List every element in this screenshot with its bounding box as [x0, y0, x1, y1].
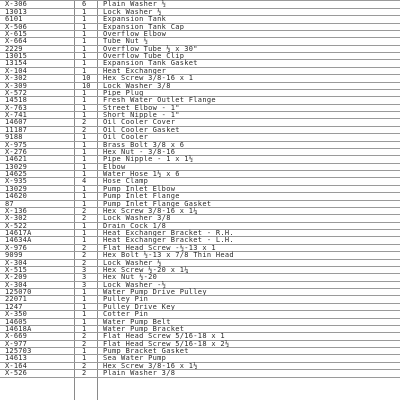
quantity: 1 — [82, 66, 87, 75]
description: Water Pump Belt — [103, 317, 171, 326]
parts-list-row — [0, 68, 400, 75]
parts-list-row — [0, 304, 400, 311]
part-number: X-302 — [5, 214, 28, 223]
parts-list-row — [0, 16, 400, 23]
part-number: 14613 — [5, 354, 28, 363]
quantity: 2 — [82, 125, 87, 134]
description: Cotter Pin — [103, 310, 149, 319]
parts-list-row — [0, 112, 400, 119]
quantity: 1 — [82, 147, 87, 156]
part-number: X-522 — [5, 221, 28, 230]
quantity: 1 — [82, 354, 87, 363]
part-number: X-615 — [5, 29, 28, 38]
description: Heat Exchanger — [103, 66, 167, 75]
quantity: 1 — [82, 302, 87, 311]
description: Heat Exchanger Bracket - L.H. — [103, 236, 234, 245]
description: Pulley Pin — [103, 295, 149, 304]
parts-list-row — [0, 142, 400, 149]
quantity: 2 — [82, 258, 87, 267]
part-number: X-209 — [5, 273, 28, 282]
quantity: 1 — [82, 88, 87, 97]
description: Tube Nut ½ — [103, 37, 149, 46]
parts-list-row — [0, 289, 400, 296]
part-number: 11187 — [5, 125, 28, 134]
parts-list-row — [0, 311, 400, 318]
parts-list-row — [0, 1, 400, 8]
description: Hex Nut - 3/8-16 — [103, 147, 176, 156]
part-number: 13029 — [5, 162, 28, 171]
quantity: 3 — [82, 273, 87, 282]
quantity: 1 — [82, 317, 87, 326]
parts-list-row — [0, 215, 400, 222]
quantity: 4 — [82, 177, 87, 186]
parts-list-row — [0, 355, 400, 362]
parts-list-row — [0, 186, 400, 193]
part-number: X-976 — [5, 243, 28, 252]
parts-list-row — [0, 75, 400, 82]
quantity: 2 — [82, 332, 87, 341]
parts-list-row — [0, 201, 400, 208]
part-number: X-669 — [5, 332, 28, 341]
row-rule — [0, 377, 400, 378]
quantity: 1 — [82, 229, 87, 237]
description: Overflow Elbow — [103, 29, 167, 38]
parts-list-row — [0, 119, 400, 126]
part-number: X-164 — [5, 361, 28, 370]
parts-list-row — [0, 149, 400, 156]
description: Pulley Drive Key — [103, 302, 176, 311]
parts-list-row — [0, 274, 400, 281]
part-number: X-763 — [5, 103, 28, 112]
part-number: 14620 — [5, 192, 28, 201]
description: Expansion Tank Gasket — [103, 59, 198, 68]
description: Fresh Water Outlet Flange — [103, 96, 216, 105]
quantity: 1 — [82, 184, 87, 193]
parts-list-row — [0, 252, 400, 259]
quantity: 10 — [82, 74, 91, 83]
quantity: 1 — [82, 199, 87, 208]
quantity: 1 — [82, 133, 87, 142]
part-number: 6101 — [5, 15, 23, 24]
part-number: X-526 — [5, 369, 28, 378]
part-number: 14605 — [5, 317, 28, 326]
description: Pump Inlet Flange Gasket — [103, 199, 212, 208]
part-number: 13029 — [5, 184, 28, 193]
quantity: 2 — [82, 361, 87, 370]
part-number: 14518 — [5, 96, 28, 105]
parts-list-row — [0, 267, 400, 274]
part-number: X-309 — [5, 81, 28, 90]
quantity: 1 — [82, 96, 87, 105]
part-number: 125703 — [5, 347, 32, 355]
description: Pump Inlet Flange — [103, 192, 180, 201]
description: Pump Bracket Gasket — [103, 347, 189, 355]
quantity: 1 — [82, 52, 87, 60]
quantity: 1 — [82, 192, 87, 201]
description: Water Pump Drive Pulley — [103, 288, 207, 296]
quantity: 1 — [82, 170, 87, 178]
quantity: 1 — [82, 29, 87, 38]
description: Hex Screw 3/8-16 x 1½ — [103, 361, 198, 370]
part-number: 13154 — [5, 59, 28, 68]
description: Lock Washer 3/8 — [103, 81, 171, 90]
description: Expansion Tank Cap — [103, 22, 185, 31]
part-number: X-304 — [5, 258, 28, 267]
quantity: 1 — [82, 310, 87, 319]
quantity: 1 — [82, 295, 87, 304]
quantity: 1 — [82, 221, 87, 230]
parts-list-row — [0, 341, 400, 348]
part-number: X-276 — [5, 147, 28, 156]
quantity: 1 — [82, 111, 87, 119]
parts-list-row — [0, 178, 400, 185]
description: Pipe Plug — [103, 88, 144, 97]
quantity: 6 — [82, 0, 87, 9]
quantity: 2 — [82, 251, 87, 260]
description: Pump Inlet Elbow — [103, 184, 176, 193]
description: Water Pump Bracket — [103, 324, 185, 333]
part-number: X-306 — [5, 0, 28, 9]
part-number: 22071 — [5, 295, 28, 304]
quantity: 1 — [82, 324, 87, 333]
description: Lock Washer 3/8 — [103, 214, 171, 223]
description: Hose Clamp — [103, 177, 149, 186]
description: Expansion Tank — [103, 15, 167, 24]
description: Flat Head Screw 5/16-18 x 1 — [103, 332, 225, 341]
description: Sea Water Pump — [103, 354, 167, 363]
description: Street Elbow - 1" — [103, 103, 180, 112]
part-number: 14617A — [5, 229, 32, 237]
description: Water Hose 1½ x 6 — [103, 170, 180, 178]
part-number: X-350 — [5, 310, 28, 319]
part-number: 14621 — [5, 155, 28, 164]
description: Brass Bolt 3/8 x 6 — [103, 140, 185, 149]
quantity: 1 — [82, 347, 87, 355]
quantity: 2 — [82, 369, 87, 378]
part-number: X-977 — [5, 339, 28, 348]
description: Elbow — [103, 162, 126, 171]
description: Hex Screw 3/8-16 x 1 — [103, 74, 194, 83]
parts-list-row — [0, 9, 400, 16]
part-number: 87 — [5, 199, 14, 208]
description: Plain Washer 3/8 — [103, 369, 176, 378]
quantity: 3 — [82, 280, 87, 289]
part-number: 9188 — [5, 133, 23, 142]
description: Oil Cooler Gasket — [103, 125, 180, 134]
parts-list-row — [0, 83, 400, 90]
parts-list-row — [0, 105, 400, 112]
part-number: 1247 — [5, 302, 23, 311]
part-number: X-572 — [5, 88, 28, 97]
part-number: 13013 — [5, 7, 28, 16]
description: Overflow Tube Clip — [103, 52, 185, 60]
quantity: 1 — [82, 103, 87, 112]
parts-list-row — [0, 363, 400, 370]
part-number: 125070 — [5, 288, 32, 296]
part-number: X-664 — [5, 37, 28, 46]
quantity: 1 — [82, 15, 87, 24]
part-number: X-975 — [5, 140, 28, 149]
part-number: X-741 — [5, 111, 28, 119]
parts-list-row — [0, 24, 400, 31]
part-number: X-302 — [5, 74, 28, 83]
description: Lock Washer ½ — [103, 7, 162, 16]
description: Oil Cooler — [103, 133, 149, 142]
parts-list-row — [0, 370, 400, 377]
description: Lock Washer -½ — [103, 280, 167, 289]
parts-list-row — [0, 46, 400, 53]
parts-list-row — [0, 60, 400, 67]
parts-list-row — [0, 31, 400, 38]
part-number: X-515 — [5, 265, 28, 274]
description: Hex Screw 3/8-16 x 1¼ — [103, 206, 198, 215]
quantity: 1 — [82, 162, 87, 171]
part-number: 14625 — [5, 170, 28, 178]
parts-list-row — [0, 53, 400, 60]
description: Heat Exchanger Bracket - R.H. — [103, 229, 234, 237]
part-number: 2229 — [5, 44, 23, 53]
part-number: X-935 — [5, 177, 28, 186]
parts-list-row — [0, 164, 400, 171]
description: Hex Bolt ½-13 x 7/8 Thin Head — [103, 251, 234, 260]
part-number: 14634A — [5, 236, 32, 245]
part-number: 14607 — [5, 118, 28, 127]
parts-list-row — [0, 296, 400, 303]
quantity: 1 — [82, 22, 87, 31]
quantity: 1 — [82, 44, 87, 53]
description: Hex Screw ½-20 x 1¼ — [103, 265, 189, 274]
parts-list-row — [0, 208, 400, 215]
description: Hex Nut ½-20 — [103, 273, 158, 282]
part-number: 14618A — [5, 324, 32, 333]
description: Oil Cooler Cover — [103, 118, 176, 127]
description: Flat Head Screw 5/16-18 x 2½ — [103, 339, 230, 348]
parts-list-row — [0, 156, 400, 163]
parts-list-row — [0, 319, 400, 326]
quantity: 1 — [82, 236, 87, 245]
quantity: 2 — [82, 243, 87, 252]
part-number: X-136 — [5, 206, 28, 215]
quantity: 1 — [82, 155, 87, 164]
quantity: 2 — [82, 214, 87, 223]
parts-list-row — [0, 127, 400, 134]
parts-list-row — [0, 38, 400, 45]
quantity: 3 — [82, 265, 87, 274]
parts-list-row — [0, 171, 400, 178]
quantity: 2 — [82, 339, 87, 348]
quantity: 1 — [82, 59, 87, 68]
part-number: 13015 — [5, 52, 28, 60]
description: Lock Washer ½ — [103, 258, 162, 267]
description: Pipe Nipple - 1 x 1½ — [103, 155, 194, 164]
quantity: 1 — [82, 140, 87, 149]
quantity: 1 — [82, 37, 87, 46]
description: Short Nipple - 1" — [103, 111, 180, 119]
quantity: 10 — [82, 81, 91, 90]
quantity: 2 — [82, 206, 87, 215]
parts-list-row — [0, 260, 400, 267]
description: Plain Washer ½ — [103, 0, 167, 9]
description: Drain Cock 1/8 — [103, 221, 167, 230]
part-number: X-304 — [5, 280, 28, 289]
quantity: 1 — [82, 288, 87, 296]
description: Overflow Tube ½ x 30" — [103, 44, 198, 53]
parts-list-row — [0, 97, 400, 104]
part-number: 9099 — [5, 251, 23, 260]
part-number: X-104 — [5, 66, 28, 75]
parts-list-row — [0, 134, 400, 141]
quantity: 2 — [82, 118, 87, 127]
parts-list-row — [0, 348, 400, 355]
quantity: 1 — [82, 7, 87, 16]
part-number: X-506 — [5, 22, 28, 31]
description: Flat Head Screw -½-13 x 1 — [103, 243, 216, 252]
